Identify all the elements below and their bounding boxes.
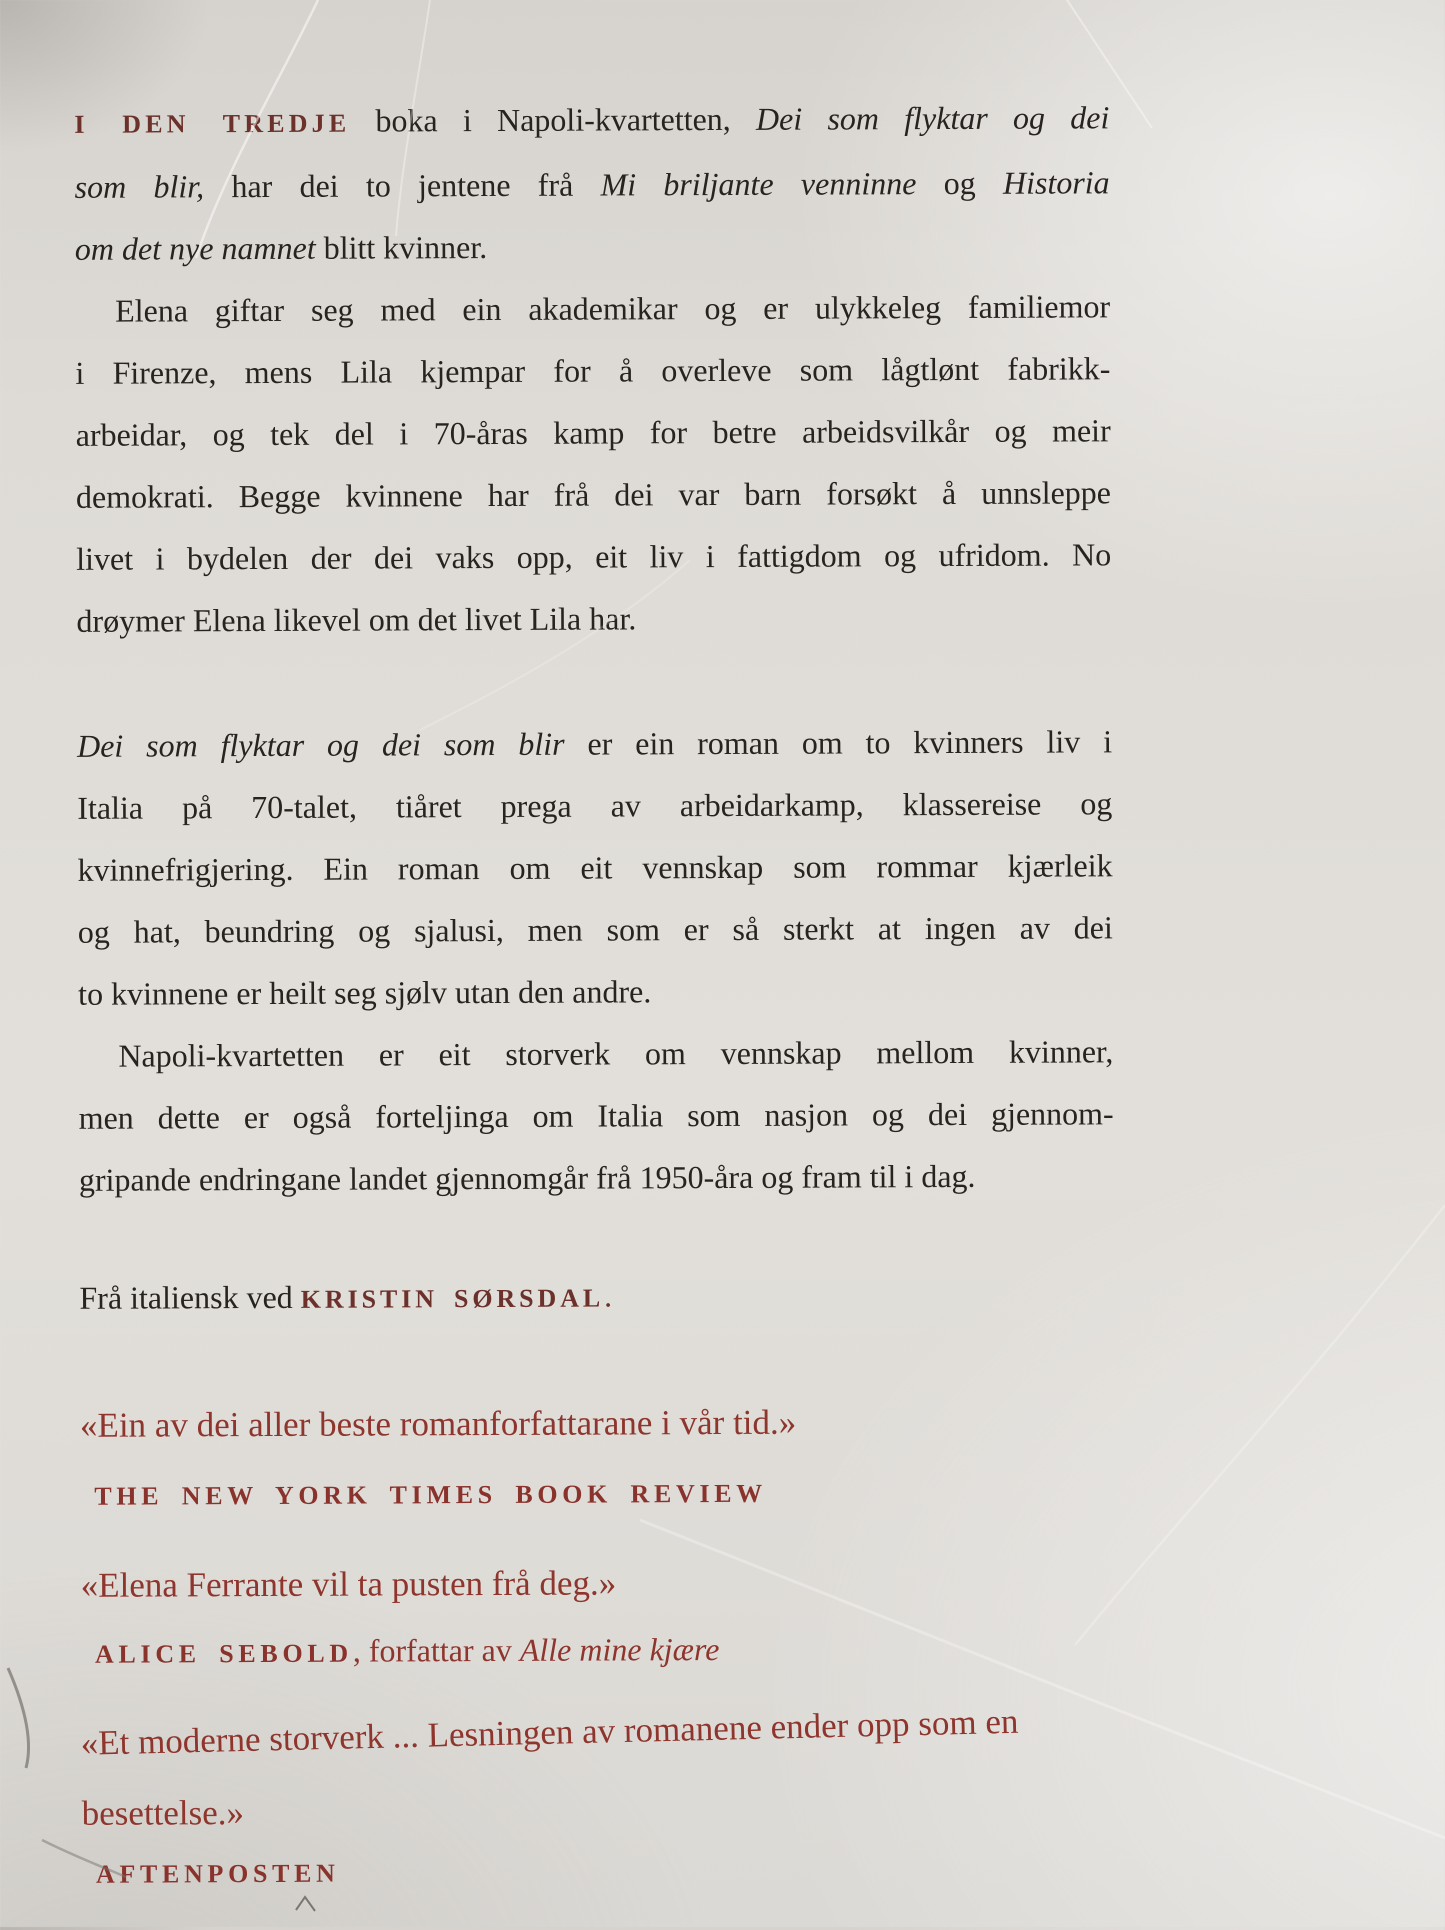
- book-title-italic: Dei som flyktar og dei som blir: [76, 725, 565, 764]
- review-source-book-italic: Alle mine kjære: [519, 1631, 720, 1668]
- text-line: «Et moderne storverk ... Lesningen av romanene ender opp som en: [80, 1701, 1019, 1763]
- text-line: Napoli-kvartetten er eit storverk om vennskap mellom kvinner,: [118, 1033, 1114, 1074]
- series-lead-smallcaps: I DEN TREDJE: [74, 108, 351, 139]
- text-line: [75, 213, 1110, 280]
- text-line: to kvinnene er heilt seg sjølv utan den andre.: [78, 973, 652, 1012]
- review-source-name: ALICE SEBOLD: [94, 1638, 353, 1669]
- review-source-aftenposten: AFTENPOSTEN: [95, 1858, 340, 1889]
- book-title-italic: Historia: [1002, 164, 1110, 201]
- book-title-italic: Dei som flyktar og dei: [755, 99, 1110, 137]
- text-line: og hat, beundring og sjalusi, men som er så sterkt at ingen av dei: [77, 909, 1113, 950]
- text-segment: boka i Napoli-kvartetten,: [350, 100, 757, 139]
- text-segment: har dei to jentene frå: [204, 166, 601, 205]
- text-line: Italia på 70-talet, tiåret prega av arbeidarkamp, klassereise og: [77, 785, 1113, 826]
- text-line: livet i bydelen der dei vaks opp, eit liv i fattigdom og ufridom. No: [76, 536, 1112, 577]
- text-line: [74, 86, 1109, 156]
- translator-name-smallcaps: KRISTIN SØRSDAL: [300, 1283, 605, 1314]
- review-quote-nyt: «Ein av dei aller beste romanforfattarane i vår tid.»: [79, 1402, 797, 1445]
- book-title-italic: som blir,: [74, 168, 205, 205]
- review-source-role: , forfattar av: [352, 1631, 520, 1669]
- text-line: [74, 151, 1109, 218]
- text-segment: er ein roman om to kvinners liv i: [564, 723, 1113, 762]
- text-line: besettelse.»: [81, 1793, 245, 1833]
- book-title-italic: om det nye namnet: [74, 229, 316, 267]
- translator-period: .: [604, 1277, 613, 1314]
- text-line: i Firenze, mens Lila kjempar for å overleve som lågtlønt fabrikk-: [75, 350, 1111, 391]
- translator-line: [79, 1262, 1114, 1332]
- review-quote-aftenposten: [80, 1701, 1117, 1849]
- text-line: [77, 710, 1112, 777]
- review-source-nyt: THE NEW YORK TIMES BOOK REVIEW: [94, 1478, 767, 1511]
- text-line: arbeidar, og tek del i 70-åras kamp for betre arbeidsvilkår og meir: [75, 412, 1111, 453]
- text-line: gripande endringane landet gjennomgår frå 1950-åra og fram til i dag.: [78, 1157, 976, 1198]
- text-line: kvinnefrigjering. Ein roman om eit vennskap som rommar kjærleik: [77, 847, 1113, 888]
- text-line: men dette er også forteljinga om Italia som nasjon og dei gjennom-: [78, 1095, 1114, 1136]
- book-title-italic: Mi briljante venninne: [600, 165, 917, 203]
- text-segment: og: [916, 164, 1004, 202]
- synopsis-paragraph-1: [74, 86, 1111, 652]
- text-line: demokrati. Begge kvinnene har frå dei var barn forsøkt å unnsleppe: [75, 474, 1112, 515]
- review-quote-sebold: «Elena Ferrante vil ta pusten frå deg.»: [80, 1563, 617, 1605]
- translator-prefix: Frå italiensk ved: [79, 1278, 301, 1316]
- synopsis-paragraph-2: [77, 710, 1114, 1211]
- text-line: Elena giftar seg med ein akademikar og er ulykkeleg familiemor: [115, 288, 1111, 329]
- review-source-sebold: [81, 1624, 1130, 1678]
- text-segment: blitt kvinner.: [315, 229, 488, 266]
- text-line: drøymer Elena likevel om det livet Lila har.: [76, 600, 637, 639]
